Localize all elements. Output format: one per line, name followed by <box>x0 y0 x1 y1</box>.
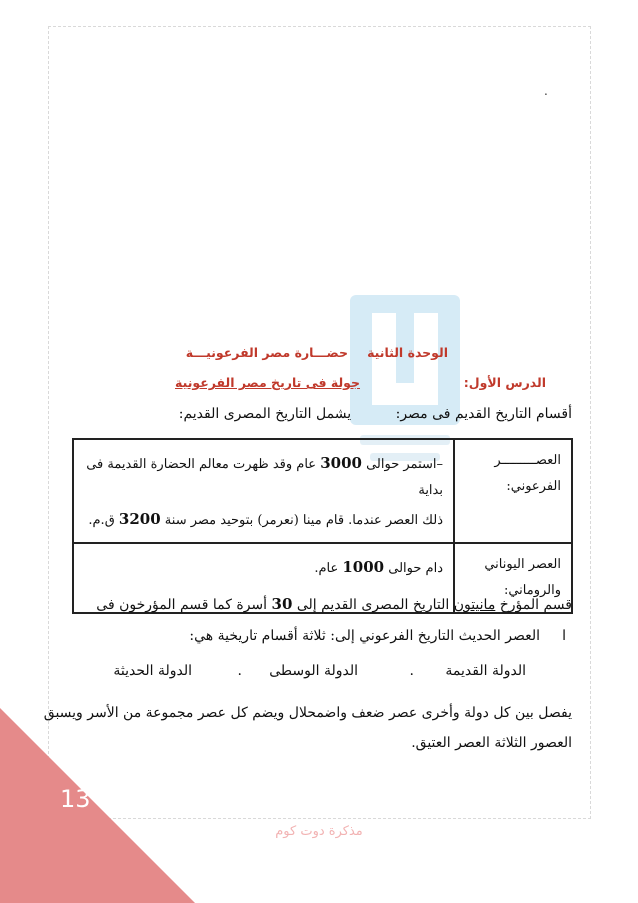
era-desc-line <box>84 504 443 534</box>
lesson-label: الدرس الأول: <box>463 375 546 390</box>
corner-decoration <box>0 708 195 903</box>
era-desc-cell <box>73 439 454 543</box>
lesson-name: جولة فى تاريخ مصر الفرعونية <box>175 375 360 390</box>
era-desc-text: –استمر حوالى <box>361 457 443 472</box>
era-desc-text: دام حوالى <box>384 561 443 576</box>
page-number: 13 <box>60 785 91 813</box>
dynasty-count: 30 <box>271 595 293 613</box>
kingdom-new: الدولة الحديثة <box>113 663 192 679</box>
era-desc-line <box>84 552 443 582</box>
division-text: التاريخ المصرى القديم إلى <box>292 597 454 613</box>
era-desc-text: ق.م. <box>88 513 119 528</box>
era-desc-text: ذلك العصر عندما. قام مينا (نعرمر) بتوحيد مصر سنة <box>160 513 443 528</box>
division-text: أسرة كما قسم المؤرخون فى <box>96 597 272 613</box>
era-desc-text: عام. <box>314 561 343 576</box>
paragraph-line: يفصل بين كل دولة وأخرى عصر ضعف واضمحلال ويضم كل عصر مجموعة من الأسر ويسبق <box>43 705 572 721</box>
era-duration-number: 3000 <box>320 454 362 472</box>
separator: . <box>409 663 414 679</box>
unification-year-number: 3200 <box>118 510 161 528</box>
era-duration-number: 1000 <box>342 558 385 576</box>
era-name-line: الفرعوني: <box>506 479 561 494</box>
division-line <box>96 595 572 614</box>
table-row <box>73 439 572 543</box>
era-name-line: والروماني: <box>503 583 561 598</box>
kingdom-old: الدولة القديمة <box>445 663 526 679</box>
footer-brand: مذكرة دوت كوم <box>275 824 363 839</box>
paragraph-line: العصور الثلاثة العصر العتيق. <box>411 735 572 751</box>
eras-table <box>72 438 573 614</box>
era-name-line: العصر اليوناني <box>484 557 561 572</box>
era-desc-line <box>84 448 443 504</box>
list-marker: ا <box>562 628 566 644</box>
unit-label: الوحدة الثانية <box>367 345 448 360</box>
intro-line: أقسام التاريخ القديم فى مصر: يشمل التاريخ المصرى القديم: <box>178 406 572 422</box>
page-mark: . <box>544 84 548 98</box>
division-text: قسم المؤرخ <box>495 597 572 613</box>
historian-name: مانيتون <box>453 597 496 613</box>
modern-division-line: العصر الحديث التاريخ الفرعوني إلى: ثلاثة أقسام تاريخية هي: <box>189 628 540 644</box>
separator: . <box>237 663 242 679</box>
era-name-line: العصـــــــــر <box>494 453 561 468</box>
kingdom-middle: الدولة الوسطى <box>269 663 358 679</box>
unit-name: حضـــارة مصر الفرعونيـــة <box>185 345 348 360</box>
era-name-cell <box>454 439 572 543</box>
era-desc-text: عام وقد ظهرت معالم الحضارة القديمة فى بداية <box>86 457 443 498</box>
